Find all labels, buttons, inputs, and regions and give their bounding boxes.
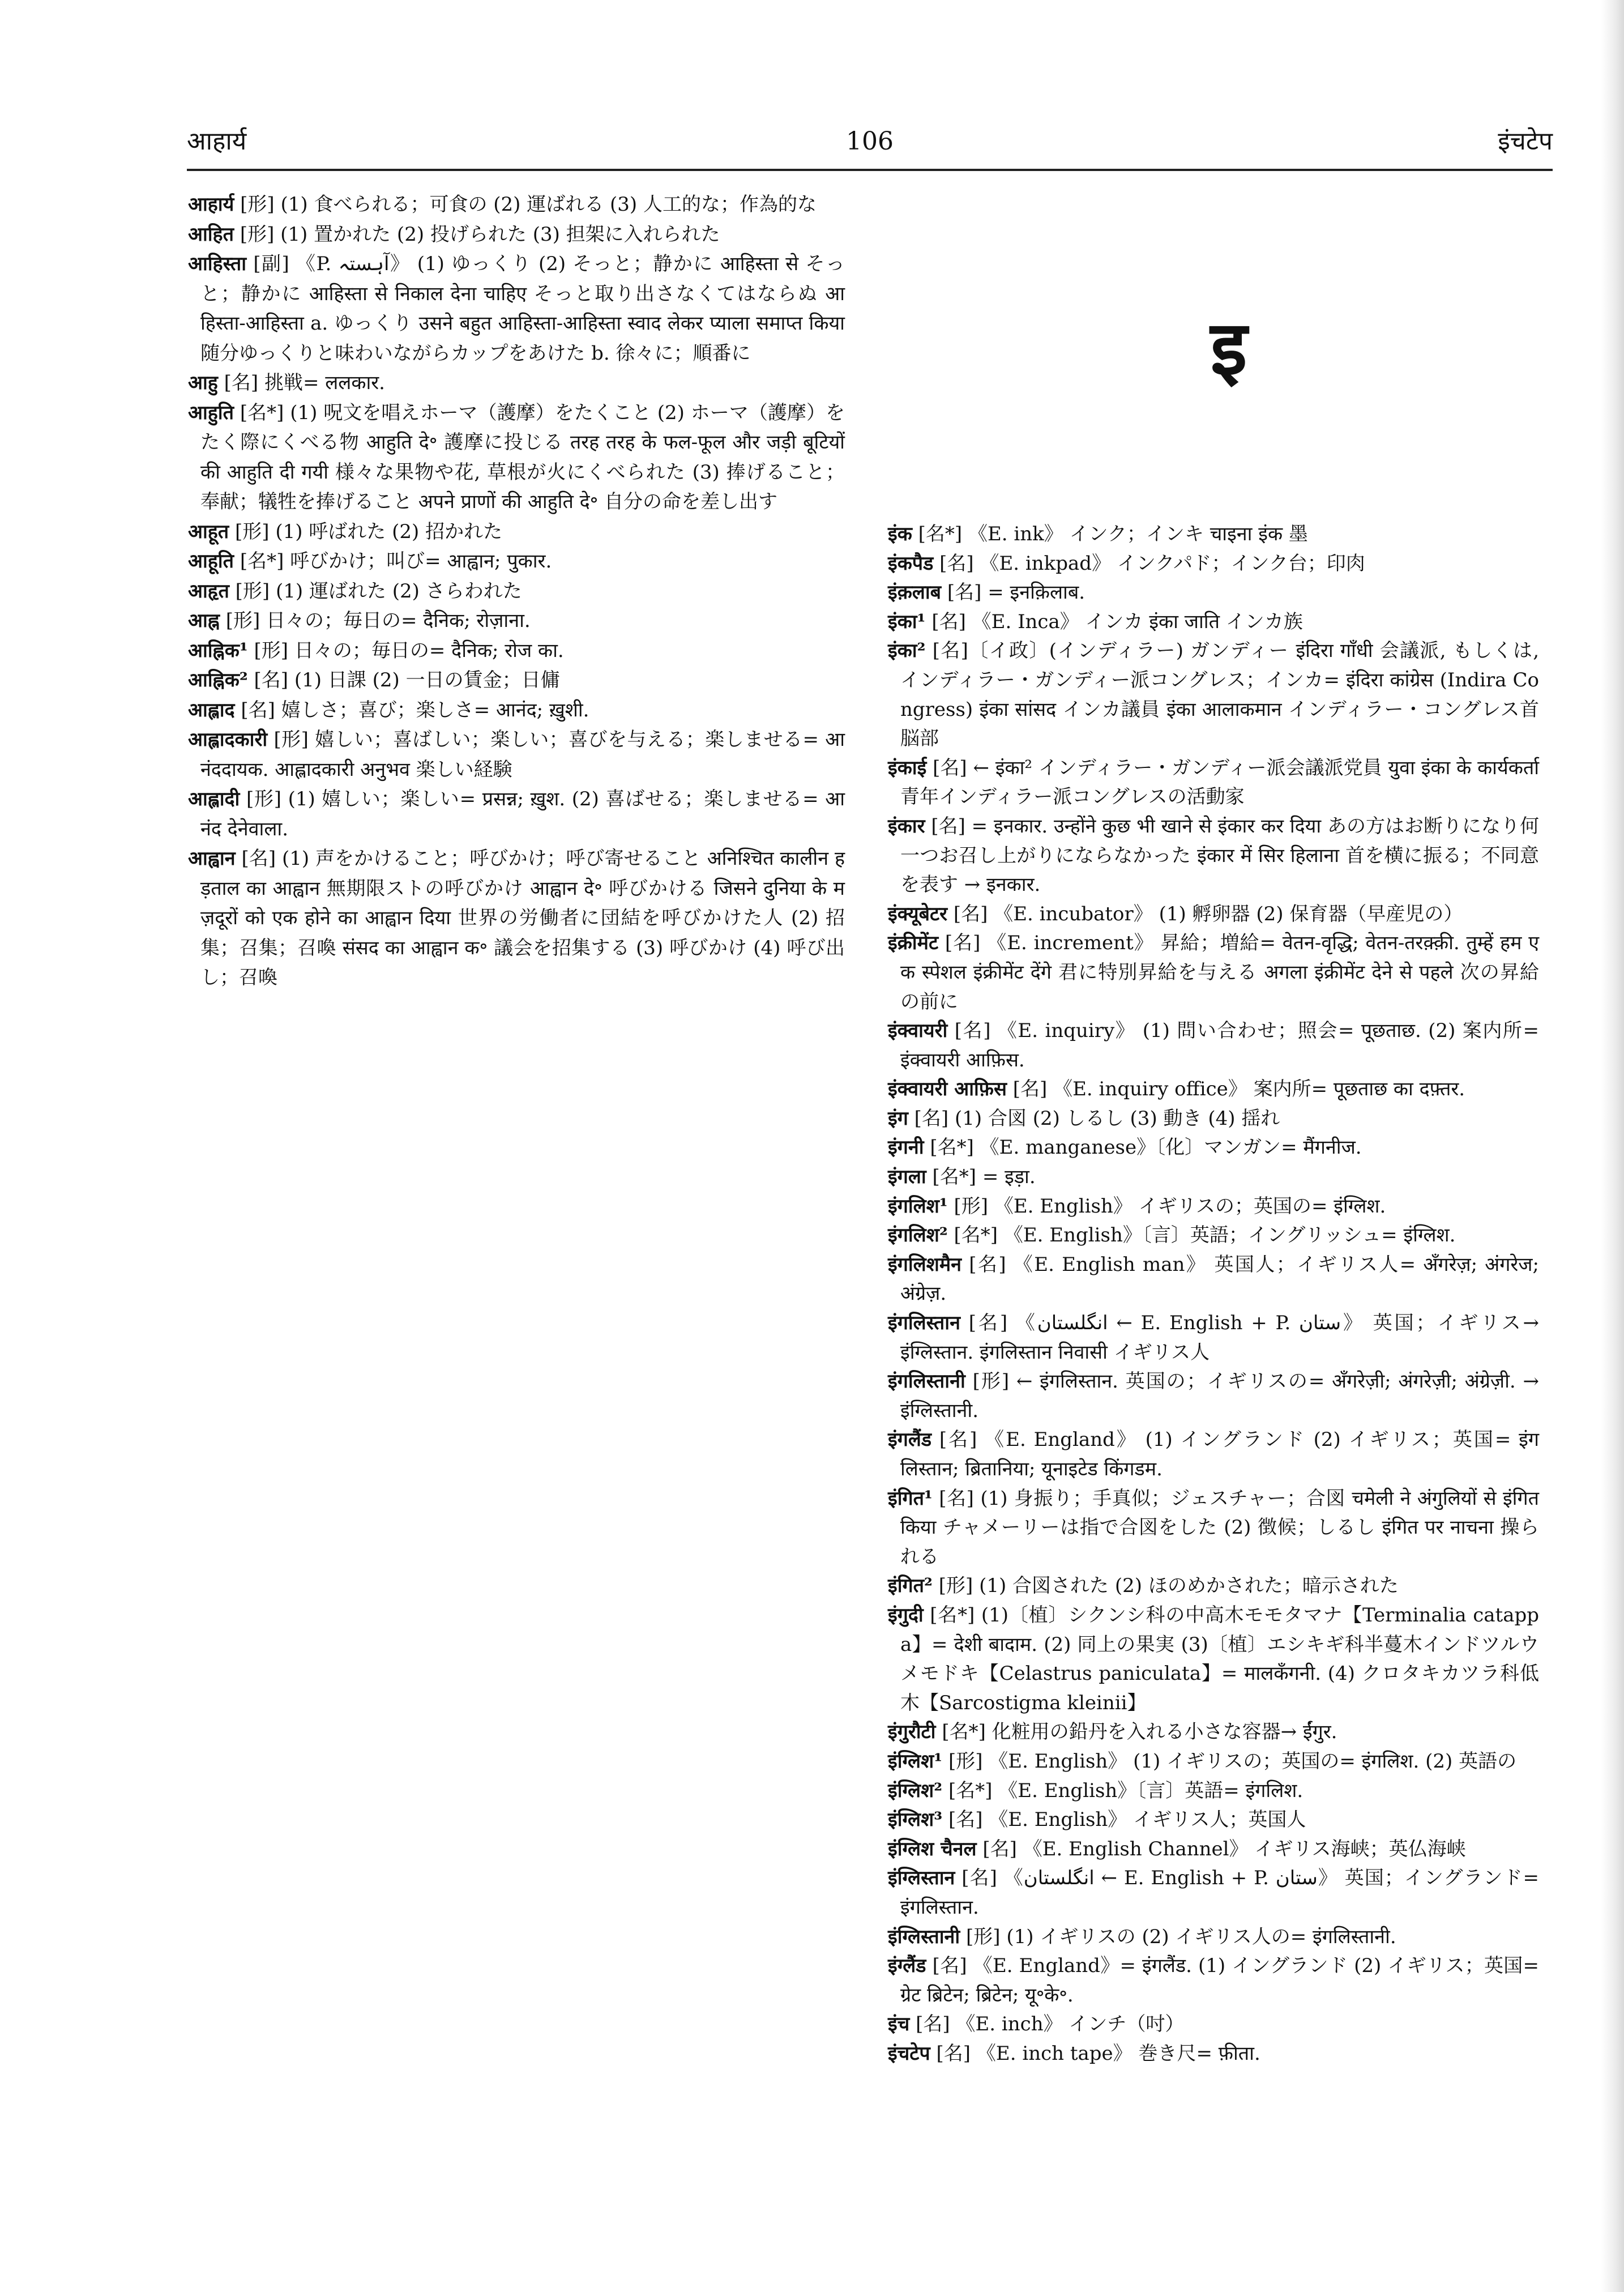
entry-definition: [名] 《E. English》 イギリス人；英国人 — [948, 1808, 1306, 1832]
entry-headword: इंग्लिश³ — [888, 1808, 943, 1832]
dictionary-entry — [888, 1777, 1539, 1806]
entry-definition: [名] 《E. English man》 英国人；イギリス人= अँगरेज़; अंगरेज; अंग्रेज़. — [900, 1253, 1539, 1305]
dictionary-entry — [188, 249, 845, 368]
entry-headword: इंग्लिश चैनल — [888, 1837, 977, 1860]
entry-definition: [形] 嬉しい；喜ばしい；楽しい；喜びを与える；楽しませる= आनंददायक. आह्लादकारी अनुभव 楽しい経験 — [200, 728, 845, 781]
right-column — [888, 520, 1539, 2068]
entry-headword: इंकपैड — [888, 552, 934, 575]
entry-headword: इंच — [888, 2013, 910, 2036]
dictionary-entry — [188, 784, 845, 844]
entry-definition: [名] 《E. inkpad》 インクパド；インク台；印肉 — [939, 552, 1365, 575]
dictionary-entry — [188, 606, 845, 636]
entry-definition: [名*] 《E. English》〔言〕英語；イングリッシュ= इंग्लिश. — [954, 1224, 1456, 1247]
entry-headword: इंगलिस्तान — [888, 1312, 960, 1335]
dictionary-entry — [888, 1806, 1539, 1835]
dictionary-entry — [188, 517, 845, 547]
dictionary-entry — [188, 190, 845, 220]
dictionary-entry — [888, 2010, 1539, 2039]
dictionary-entry — [888, 2039, 1539, 2069]
left-column — [188, 190, 845, 993]
dictionary-entry — [888, 1864, 1539, 1922]
dictionary-entry — [888, 1923, 1539, 1952]
dictionary-entry — [188, 725, 845, 784]
entry-headword: आहार्य — [188, 193, 234, 216]
entry-headword: इंग्लिस्तानी — [888, 1925, 960, 1948]
entry-definition: [形] (1) 呼ばれた (2) 招かれた — [235, 520, 503, 543]
dictionary-entry — [888, 1952, 1539, 2010]
entry-headword: इंगलिशमैन — [888, 1253, 962, 1276]
dictionary-entry — [188, 636, 845, 666]
entry-headword: इंगलिश¹ — [888, 1194, 948, 1218]
entry-definition: [形] (1) 置かれた (2) 投げられた (3) 担架に入れられた — [240, 223, 720, 246]
entry-headword: इंग्लिश² — [888, 1779, 943, 1802]
entry-definition: [名] 《E. Inca》 インカ इंका जाति インカ族 — [931, 610, 1303, 633]
entry-headword: इंकाई — [888, 756, 927, 779]
entry-definition: [名] ← इंका² インディラー・ガンディー派会議派党員 युवा इंका के कार्यकर्ता 青年インディラー派コングレスの活動家 — [900, 756, 1540, 809]
entry-headword: इंचटेप — [888, 2042, 930, 2065]
entry-definition: [形] (1) 嬉しい；楽しい= प्रसन्न; ख़ुश. (2) 喜ばせる；楽しませる= आनंद देनेवाला. — [200, 788, 845, 840]
entry-definition: [形] (1) 食べられる；可食の (2) 運ばれる (3) 人工的な；作為的な — [240, 193, 817, 216]
entry-headword: इंक्वायरी आफ़िस — [888, 1078, 1007, 1101]
entry-headword: आहित — [188, 223, 234, 246]
entry-definition: [名] 《E. incubator》 (1) 孵卵器 (2) 保育器（早産児の） — [953, 902, 1463, 925]
dictionary-entry — [188, 220, 845, 250]
entry-headword: इंकार — [888, 814, 925, 838]
entry-definition: [名] 《E. England》 (1) イングランド (2) イギリス；英国= इंगलिस्तान; ब्रितानिया; यूनाइटेड किंगडम. — [900, 1428, 1539, 1480]
dictionary-entry — [188, 577, 845, 607]
entry-headword: आह्निक¹ — [188, 639, 248, 662]
entry-definition: [名] 《E. English Channel》 イギリス海峡；英仏海峡 — [982, 1837, 1466, 1860]
entry-definition: [名] 《E. increment》 昇給；増給= वेतन-वृद्धि; वेतन-तरक़्क़ी. तुम्हें हम एक स्पेशल इंक्रीमेंट देंगे 君に特別昇給を与える अगला इंक्रीमेंट देने से पहले 次の昇給の前に — [900, 932, 1540, 1013]
dictionary-entry — [888, 1075, 1539, 1104]
entry-headword: इंगुरौटी — [888, 1721, 936, 1744]
entry-headword: इंका¹ — [888, 610, 926, 633]
section-letter: इ — [1210, 304, 1247, 392]
entry-definition: [形] 日々の；毎日の= दैनिक; रोज का. — [254, 639, 564, 662]
entry-headword: इंगनी — [888, 1136, 924, 1159]
dictionary-entry — [888, 608, 1539, 637]
entry-definition: [名] 《E. inch tape》 巻き尺= फ़ीता. — [936, 2042, 1260, 2065]
dictionary-entry — [188, 547, 845, 577]
dictionary-entry — [888, 1221, 1539, 1250]
entry-headword: इंगलिस्तानी — [888, 1370, 965, 1393]
entry-headword: आह्लादकारी — [188, 728, 268, 751]
entry-definition: [名] 《انگلستان ← E. English + P. ستان》 英国；イギリス→ इंग्लिस्तान. इंगलिस्तान निवासी イギリス人 — [900, 1312, 1539, 1364]
entry-headword: आहिस्ता — [188, 253, 247, 275]
dictionary-entry — [888, 1192, 1539, 1222]
entry-definition: [名] 嬉しさ；喜び；楽しさ= आनंद; ख़ुशी. — [241, 698, 589, 722]
entry-headword: आहृत — [188, 579, 229, 603]
entry-headword: आहूति — [188, 550, 234, 573]
entry-headword: इंग्लैंड — [888, 1954, 926, 1978]
header-right-guide-word: इंचटेप — [1498, 127, 1553, 156]
entry-headword: आहुति — [188, 401, 234, 424]
dictionary-entry — [888, 578, 1539, 608]
dictionary-entry — [888, 900, 1539, 929]
entry-definition: [名*] 呼びかけ；叫び= आह्वान; पुकार. — [240, 550, 552, 573]
entry-definition: [名] = इनकार. उन्होंने कुछ भी खाने से इंकार कर दिया あの方はお断りになり何一つお召し上がりにならなかった इंकार में सिर हिलाना 首を横に振る；不同意を表す → इनकार. — [900, 814, 1540, 897]
entry-definition: [名] 《E. inquiry》 (1) 問い合わせ；照会= पूछताछ. (2) 案内所= इंक्वायरी आफ़िस. — [900, 1019, 1539, 1072]
entry-headword: आह्न — [188, 609, 220, 632]
dictionary-entry — [888, 1017, 1539, 1075]
entry-headword: आह्वान — [188, 847, 236, 870]
entry-headword: इंक्रीमेंट — [888, 932, 939, 955]
entry-definition: [形] (1) 合図された (2) ほのめかされた；暗示された — [938, 1574, 1399, 1598]
entry-definition: [形] 日々の；毎日の= दैनिक; रोज़ाना. — [225, 609, 531, 632]
entry-definition: [副] 《P. آہستہ》 (1) ゆっくり (2) そっと；静かに आहिस्ता से そっと；静かに आहिस्ता से निकाल देना चाहिए そっと取り出さなくてはならぬ आहिस्ता-आहिस्ता a. ゆっくり उसने बहुत आहिस्ता-आहिस्ता स्वाद लेकर प्याला समाप्त किया 随分ゆっくりと味わいながらカップをあけた b. 徐々に；順番に — [200, 253, 845, 365]
entry-headword: इंक़लाब — [888, 581, 942, 604]
dictionary-entry — [188, 665, 845, 695]
entry-headword: इंगला — [888, 1166, 926, 1189]
dictionary-entry — [888, 812, 1539, 900]
entry-definition: [名] 《E. inch》 インチ（吋） — [916, 2013, 1185, 2036]
dictionary-entry — [888, 1367, 1539, 1425]
dictionary-entry — [888, 1601, 1539, 1718]
dictionary-entry — [888, 520, 1539, 549]
entry-headword: इंगित¹ — [888, 1487, 933, 1510]
dictionary-entry — [888, 1572, 1539, 1601]
dictionary-entry — [888, 1250, 1539, 1309]
dictionary-entry — [888, 1133, 1539, 1163]
entry-definition: [名] 《E. England》= इंगलैंड. (1) イングランド (2) イギリス；英国= ग्रेट ब्रिटेन; ब्रिटेन; यू॰के॰. — [900, 1954, 1540, 2007]
entry-definition: [形] ← इंगलिस्तान. 英国の；イギリスの= अँगरेज़ी; अंगरेज़ी; अंग्रेज़ी. → इंग्लिस्तानी. — [900, 1370, 1539, 1422]
page-number: 106 — [846, 127, 894, 156]
entry-definition: [名*] 《E. manganese》〔化〕マンガン= मैंगनीज. — [930, 1136, 1362, 1159]
entry-headword: इंगलैंड — [888, 1428, 932, 1452]
dictionary-entry — [888, 1484, 1539, 1572]
dictionary-entry — [888, 1835, 1539, 1864]
dictionary-entry — [188, 398, 845, 517]
entry-definition: [名*] 《E. English》〔言〕英語= इंगलिश. — [948, 1779, 1304, 1802]
entry-headword: आह्निक² — [188, 669, 248, 692]
entry-definition: [名*] (1)〔植〕シクンシ科の中高木モモタマナ【Terminalia catappa】= देशी बादाम. (2) 同上の果実 (3)〔植〕エシキギ科半蔓木インドツルウメモドキ【Celastrus paniculata】= मालकँगनी. (4) クロタキカツラ科低木【Sarcostigma kleinii】 — [900, 1603, 1540, 1714]
entry-definition: [名] 挑戦= ललकार. — [224, 372, 385, 394]
entry-definition: [名] = इनक़िलाब. — [947, 581, 1085, 604]
entry-headword: आह्लाद — [188, 698, 235, 722]
dictionary-entry — [888, 1747, 1539, 1777]
entry-headword: इंग्लिश¹ — [888, 1749, 943, 1773]
entry-headword: इंग — [888, 1107, 908, 1130]
dictionary-entry — [188, 844, 845, 993]
dictionary-entry — [888, 1425, 1539, 1484]
entry-definition: [名]〔イ政〕(インディラー) ガンディー इंदिरा गाँधी 会議派, もしくは, インディラー・ガンディー派コングレス；インカ= इंदिरा कांग्रेस (Indira Congress) इंका सांसद インカ議員 इंका आलाकमान インディラー・コングレス首脳部 — [900, 639, 1539, 750]
entry-definition: [形] 《E. English》 イギリスの；英国の= इंग्लिश. — [954, 1194, 1386, 1218]
entry-definition: [形] (1) イギリスの (2) イギリス人の= इंगलिस्तानी. — [966, 1925, 1396, 1948]
entry-definition: [名] (1) 日課 (2) 一日の賃金；日傭 — [254, 669, 560, 692]
entry-headword: इंगित² — [888, 1574, 933, 1598]
entry-definition: [名*] 化粧用の鉛丹を入れる小さな容器→ ईंगुर. — [942, 1721, 1337, 1744]
header-left-guide-word: आहार्य — [187, 127, 247, 156]
dictionary-entry — [888, 637, 1539, 753]
entry-definition: [名] (1) 声をかけること；呼びかけ；呼び寄せること अनिश्चित कालीन हड़ताल का आह्वान 無期限ストの呼びかけ आह्वान दे॰ 呼びかける जिसने दुनिया के मज़दूरों को एक होने का आह्वान दिया 世界の労働者に団結を呼びかけた人 (2) 招集；召集；召喚 संसद का आह्वान क॰ 議会を招集する (3) 呼びかけ (4) 呼び出し；召喚 — [200, 847, 845, 989]
entry-definition: [名] 《E. inquiry office》 案内所= पूछताछ का दफ़्तर. — [1012, 1078, 1465, 1101]
header-rule — [187, 169, 1553, 171]
entry-headword: इंगलिश² — [888, 1224, 948, 1247]
entry-definition: [名] (1) 身振り；手真似；ジェスチャー；合図 चमेली ने अंगुलियों से इंगित किया チャメーリーは指で合図をした (2) 徴候；しるし इंगित पर नाचना 操られる — [900, 1487, 1539, 1568]
entry-headword: इंका² — [888, 639, 926, 663]
entry-headword: इंग्लिस्तान — [888, 1867, 955, 1890]
entry-definition: [名*] 《E. ink》 インク；インキ चाइना इंक 墨 — [918, 523, 1308, 545]
entry-definition: [名] (1) 合図 (2) しるし (3) 動き (4) 揺れ — [914, 1107, 1280, 1130]
dictionary-entry — [888, 549, 1539, 579]
dictionary-entry — [188, 368, 845, 398]
dictionary-entry — [188, 695, 845, 725]
entry-headword: इंक्वायरी — [888, 1019, 948, 1043]
entry-definition: [名*] = इड़ा. — [932, 1166, 1036, 1189]
dictionary-entry — [888, 754, 1539, 812]
entry-headword: आह्लादी — [188, 788, 240, 810]
entry-headword: इंक्यूबेटर — [888, 902, 948, 925]
entry-headword: इंक — [888, 523, 912, 545]
dictionary-entry — [888, 1718, 1539, 1747]
page-edge-shadow — [1601, 0, 1624, 2292]
entry-definition: [形] (1) 運ばれた (2) さらわれた — [235, 579, 522, 603]
entry-definition: [名*] (1) 呪文を唱えホーマ（護摩）をたくこと (2) ホーマ（護摩）をたく際にくべる物 आहुति दे॰ 護摩に投じる तरह तरह के फल-फूल और जड़ी बूटियों की आहुति दी गयी 様々な果物や花, 草根が火にくべられた (3) 捧げること；奉献；犠牲を捧げること अपने प्राणों की आहुति दे॰ 自分の命を差し出す — [200, 401, 845, 513]
entry-definition: [名] 《انگلستان ← E. English + P. ستان》 英国；イングランド= इंगलिस्तान. — [900, 1867, 1539, 1919]
entry-headword: आहूत — [188, 520, 229, 543]
entry-definition: [形] 《E. English》 (1) イギリスの；英国の= इंगलिश. (2) 英語の — [948, 1749, 1517, 1773]
dictionary-entry — [888, 1163, 1539, 1192]
page-header — [187, 123, 1553, 174]
dictionary-entry — [888, 929, 1539, 1017]
dictionary-entry — [888, 1104, 1539, 1134]
entry-headword: आहु — [188, 372, 218, 394]
dictionary-entry — [888, 1309, 1539, 1367]
entry-headword: इंगुदी — [888, 1603, 924, 1627]
